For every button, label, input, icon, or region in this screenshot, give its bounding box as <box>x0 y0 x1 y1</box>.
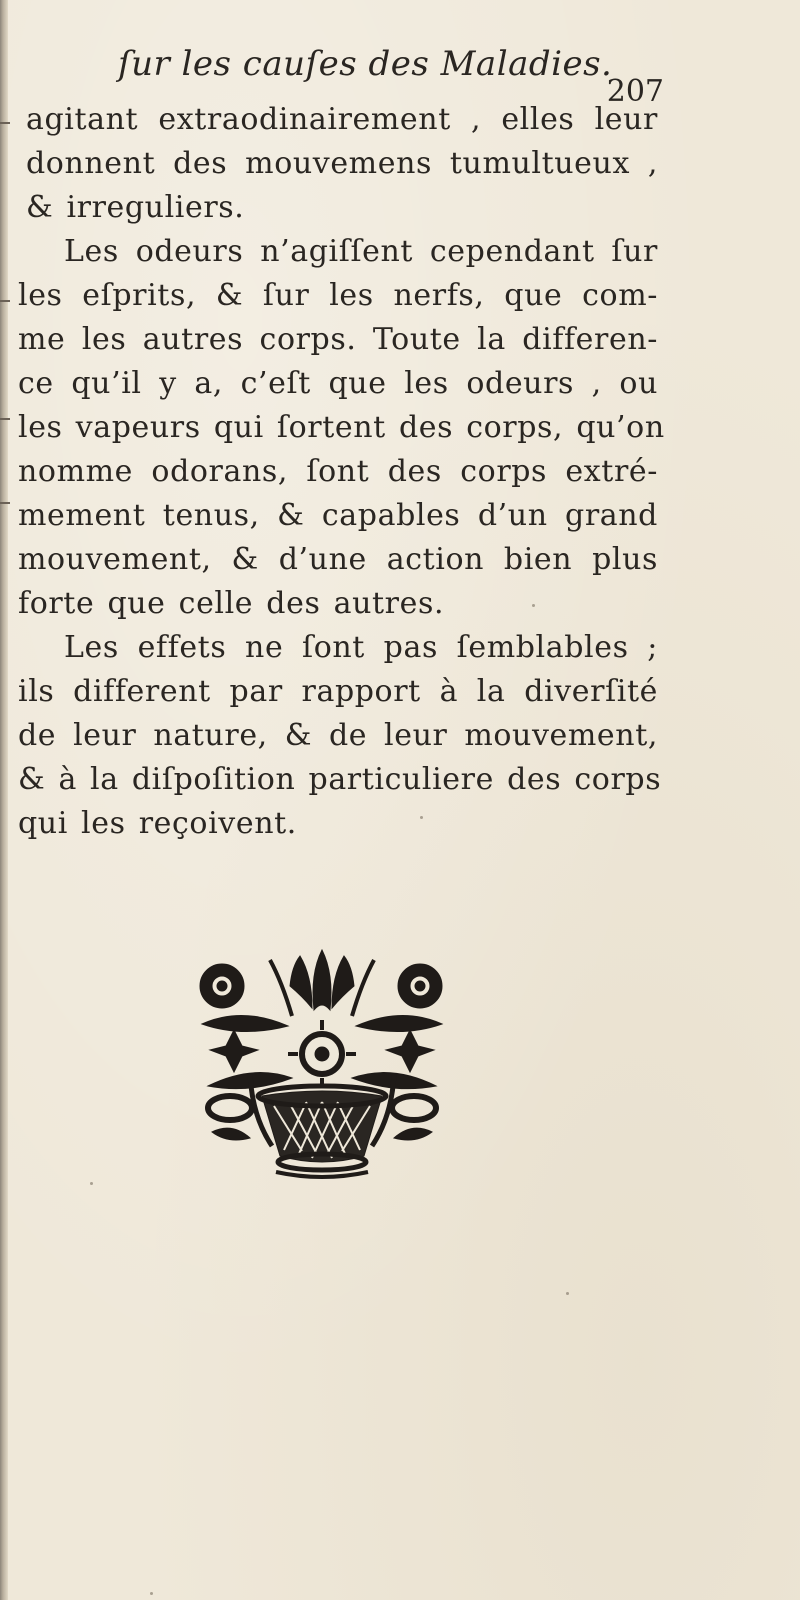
page-number: 207 <box>606 74 664 109</box>
body-text <box>18 98 665 846</box>
text-line: donnent des mouvemens tumultueux , <box>26 146 658 181</box>
paper-speck <box>150 1592 153 1595</box>
text-line: Les effets ne ſont pas ſemblables ; <box>64 630 658 665</box>
flower-basket-ornament-icon <box>192 946 452 1186</box>
running-head: ſur les cauſes des Maladies. <box>118 44 613 84</box>
text-line: ce qu’il y a, c’eſt que les odeurs , ou <box>18 366 658 401</box>
text-line: me les autres corps. Toute la differen- <box>18 322 658 357</box>
paper-speck <box>90 1182 93 1185</box>
text-line: forte que celle des autres. <box>18 586 445 621</box>
text-line: mement tenus, & capables d’un grand <box>18 498 658 533</box>
page-header <box>118 44 664 109</box>
gutter-mark <box>0 300 10 302</box>
text-line: mouvement, & d’une action bien plus <box>18 542 658 577</box>
paper-speck <box>566 1292 569 1295</box>
text-line: nomme odorans, ſont des corps extré- <box>18 454 658 489</box>
text-line: les eſprits, & ſur les nerfs, que com- <box>18 278 658 313</box>
text-line: de leur nature, & de leur mouvement, <box>18 718 658 753</box>
page-gutter <box>0 0 8 1600</box>
text-line: & à la diſpoſition particuliere des corps <box>18 762 662 797</box>
text-line: & irreguliers. <box>26 190 245 225</box>
gutter-mark <box>0 502 10 504</box>
text-line: les vapeurs qui ſortent des corps, qu’on <box>18 410 665 445</box>
gutter-mark <box>0 418 10 420</box>
text-line: Les odeurs n’agiſſent cependant ſur <box>64 234 658 269</box>
paper-speck <box>532 604 535 607</box>
paper-speck <box>420 816 423 819</box>
gutter-mark <box>0 122 10 124</box>
text-line: qui les reçoivent. <box>18 806 297 841</box>
text-line: ils different par rapport à la diverſité <box>18 674 658 709</box>
text-line: agitant extraodinairement , elles leur <box>26 102 658 137</box>
